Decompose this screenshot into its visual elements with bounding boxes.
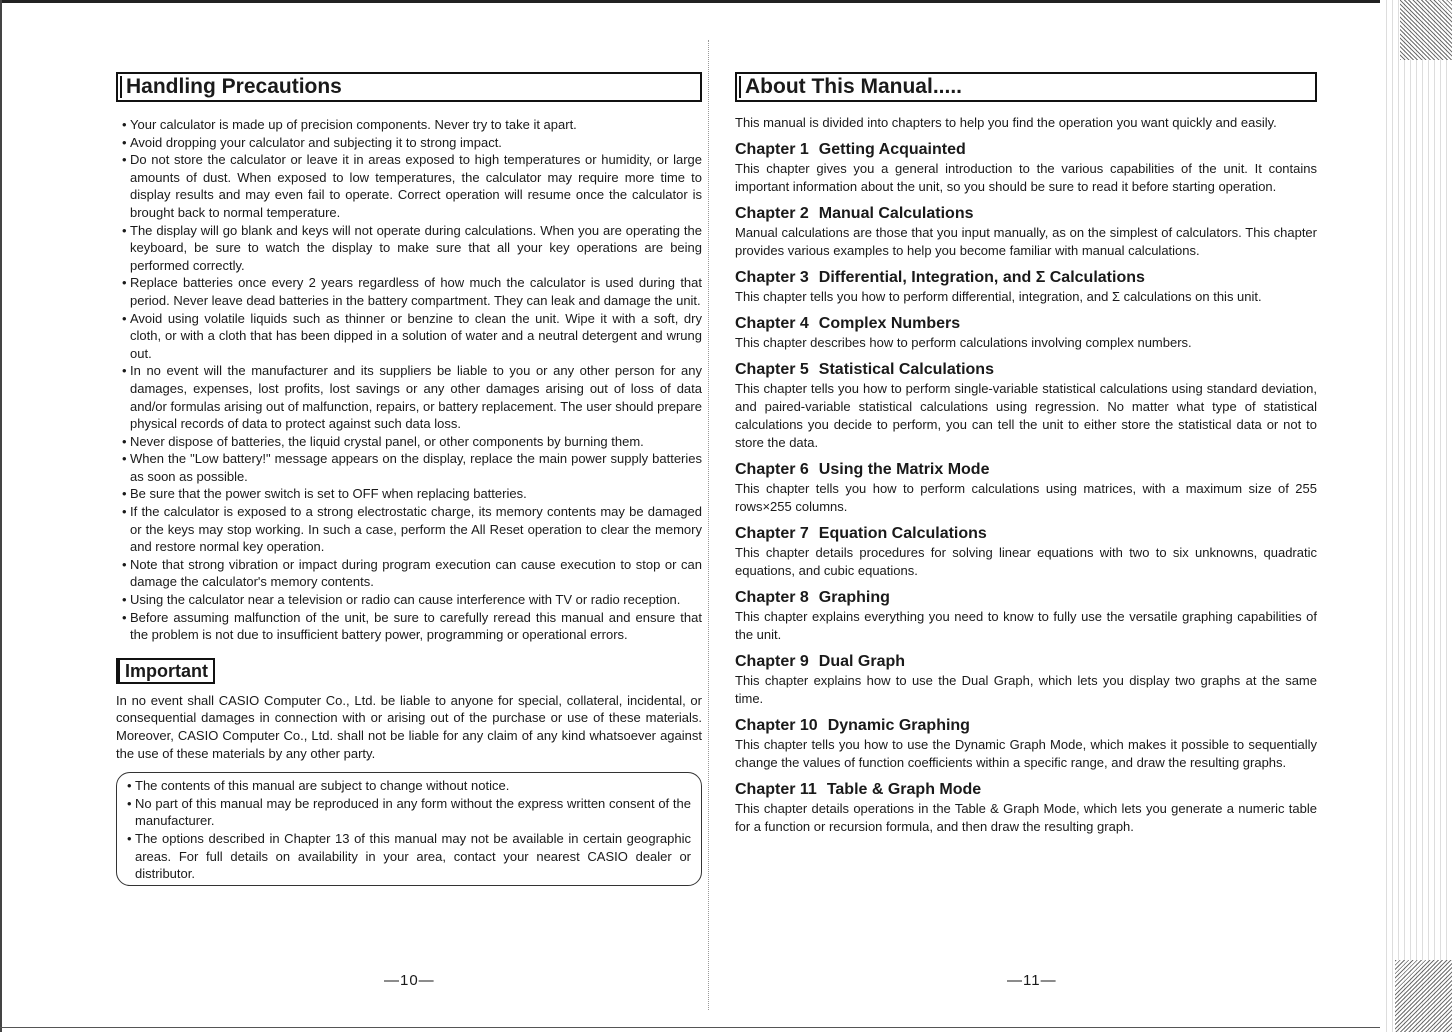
- chapter-heading: [735, 360, 1317, 380]
- page-number-left: —10—: [384, 972, 435, 989]
- precaution-item: • Replace batteries once every 2 years regardless of how much the calculator is used during that period. Never leave dead batteries in the battery compartment. They can leak and damage the unit.: [116, 274, 702, 309]
- page-number-right: —11—: [1007, 972, 1057, 989]
- chapter-entry: [735, 204, 1317, 260]
- chapter-heading: [735, 314, 1317, 334]
- chapter-description: This chapter tells you how to use the Dynamic Graph Mode, which makes it possible to sequentially change the values of function coefficients within a specific range, and draw the resulting graphs.: [735, 737, 1317, 770]
- chapter-description: This chapter tells you how to perform single-variable statistical calculations using standard deviation, and paired-variable statistical calculations using regression. No matter what type of statistical calculations you decide to perform, you can tell the unit to either store the statistical data or not to store the data.: [735, 381, 1317, 450]
- manual-intro: This manual is divided into chapters to help you find the operation you want quickly and easily.: [735, 115, 1277, 130]
- notes-list: [121, 777, 691, 883]
- page-gutter: [708, 40, 709, 1010]
- chapter-number: Chapter 2: [735, 205, 809, 222]
- chapter-number: Chapter 3: [735, 269, 809, 286]
- precautions-list: [116, 116, 702, 644]
- chapter-number: Chapter 4: [735, 315, 809, 332]
- right-page: [735, 72, 1317, 989]
- chapter-number: Chapter 8: [735, 589, 809, 606]
- chapter-heading: [735, 204, 1317, 224]
- handling-precautions-title: Handling Precautions: [116, 72, 702, 102]
- important-text: In no event shall CASIO Computer Co., Ltd. be liable to anyone for special, collateral, incidental, or consequential damages in connection with or arising out of the purchase or use of these materials. Moreover, CASIO Computer Co., Ltd. shall not be liable for any claim of any kind whatsoever against the use of these materials by any other party.: [116, 692, 702, 761]
- note-item: • The contents of this manual are subject to change without notice.: [121, 777, 691, 795]
- note-item: • The options described in Chapter 13 of this manual may not be available in certain geographic areas. For full details on availability in your area, contact your nearest CASIO dealer or distributor.: [121, 830, 691, 883]
- scan-corner-bottom: [1395, 960, 1452, 1032]
- chapter-entry: [735, 716, 1317, 772]
- chapter-description: This chapter tells you how to perform calculations using matrices, with a maximum size of 255 rows×255 columns.: [735, 481, 1317, 514]
- precaution-item: • Never dispose of batteries, the liquid crystal panel, or other components by burning them.: [116, 433, 702, 451]
- important-label: Important: [116, 658, 215, 684]
- precaution-item: • When the "Low battery!" message appears on the display, replace the main power supply batteries as soon as possible.: [116, 450, 702, 485]
- chapter-heading: [735, 780, 1317, 800]
- chapter-title: Statistical Calculations: [818, 361, 994, 378]
- chapter-entry: [735, 460, 1317, 516]
- chapter-description: This chapter gives you a general introduction to the various capabilities of the unit. It contains important information about the unit, so you should be sure to read it before starting operation.: [735, 161, 1317, 194]
- chapter-title: Using the Matrix Mode: [818, 461, 990, 478]
- precaution-item: • Using the calculator near a television or radio can cause interference with TV or radio reception.: [116, 591, 702, 609]
- chapter-entry: [735, 588, 1317, 644]
- about-manual-title: About This Manual.....: [735, 72, 1317, 102]
- chapter-heading: [735, 268, 1317, 288]
- chapter-heading: [735, 140, 1317, 160]
- precaution-item: • If the calculator is exposed to a strong electrostatic charge, its memory contents may be damaged or the keys may stop working. In such a case, perform the All Reset operation to clear the memory and restore normal key operation.: [116, 503, 702, 556]
- chapter-title: Differential, Integration, and Σ Calculations: [818, 269, 1145, 286]
- chapter-number: Chapter 11: [735, 781, 817, 798]
- chapter-title: Dual Graph: [818, 653, 906, 670]
- scan-bottom-edge: [0, 1027, 1380, 1028]
- chapter-entry: [735, 360, 1317, 452]
- chapter-description: This chapter explains how to use the Dual Graph, which lets you display two graphs at the same time.: [735, 673, 1317, 706]
- note-item: • No part of this manual may be reproduced in any form without the express written consent of the manufacturer.: [121, 795, 691, 830]
- chapter-heading: [735, 652, 1317, 672]
- precaution-item: • Your calculator is made up of precision components. Never try to take it apart.: [116, 116, 702, 134]
- chapter-heading: [735, 716, 1317, 736]
- precaution-item: • Avoid dropping your calculator and subjecting it to strong impact.: [116, 134, 702, 152]
- chapter-number: Chapter 10: [735, 717, 818, 734]
- chapter-list: [735, 140, 1317, 836]
- chapter-description: Manual calculations are those that you input manually, as on the simplest of calculators. This chapter provides various examples to help you become familiar with manual calculations.: [735, 225, 1317, 258]
- chapter-description: This chapter explains everything you need to know to fully use the versatile graphing capabilities of the unit.: [735, 609, 1317, 642]
- chapter-heading: [735, 524, 1317, 544]
- left-page: [116, 72, 702, 989]
- chapter-number: Chapter 1: [735, 141, 809, 158]
- chapter-title: Dynamic Graphing: [827, 717, 970, 734]
- chapter-description: This chapter details procedures for solving linear equations with two to six unknowns, quadratic equations, and cubic equations.: [735, 545, 1317, 578]
- scan-top-edge: [0, 0, 1380, 3]
- chapter-title: Table & Graph Mode: [826, 781, 982, 798]
- chapter-title: Complex Numbers: [818, 315, 961, 332]
- chapter-entry: [735, 268, 1317, 306]
- chapter-number: Chapter 5: [735, 361, 809, 378]
- scan-left-edge: [0, 0, 2, 1032]
- chapter-title: Graphing: [818, 589, 890, 606]
- chapter-entry: [735, 314, 1317, 352]
- chapter-heading: [735, 588, 1317, 608]
- notes-box: [116, 772, 702, 886]
- chapter-description: This chapter tells you how to perform differential, integration, and Σ calculations on this unit.: [735, 289, 1262, 304]
- chapter-entry: [735, 652, 1317, 708]
- chapter-title: Manual Calculations: [818, 205, 974, 222]
- precaution-item: • The display will go blank and keys will not operate during calculations. When you are operating the keyboard, be sure to watch the display to make sure that all your key operations are being performed correctly.: [116, 222, 702, 275]
- precaution-item: • Avoid using volatile liquids such as thinner or benzine to clean the unit. Wipe it with a soft, dry cloth, or with a cloth that has been dipped in a solution of water and a neutral detergent and wrung out.: [116, 310, 702, 363]
- chapter-number: Chapter 7: [735, 525, 809, 542]
- chapter-heading: [735, 460, 1317, 480]
- scan-right-edge: [1384, 0, 1452, 1032]
- precaution-item: • Before assuming malfunction of the unit, be sure to carefully reread this manual and ensure that the problem is not due to insufficient battery power, programming or operational errors.: [116, 609, 702, 644]
- scan-corner-top: [1400, 0, 1452, 60]
- chapter-description: This chapter describes how to perform calculations involving complex numbers.: [735, 335, 1192, 350]
- chapter-number: Chapter 6: [735, 461, 809, 478]
- chapter-entry: [735, 780, 1317, 836]
- precaution-item: • In no event will the manufacturer and its suppliers be liable to you or any other person for any damages, expenses, lost profits, lost savings or any other damages arising out of loss of data and/or formulas arising out of malfunction, repairs, or battery replacement. The user should prepare physical records of data to protect against such data loss.: [116, 362, 702, 432]
- chapter-description: This chapter details operations in the Table & Graph Mode, which lets you generate a numeric table for a function or recursion formula, and then draw the resulting graph.: [735, 801, 1317, 834]
- chapter-title: Getting Acquainted: [818, 141, 966, 158]
- precaution-item: • Note that strong vibration or impact during program execution can cause execution to stop or can damage the calculator's memory contents.: [116, 556, 702, 591]
- chapter-entry: [735, 140, 1317, 196]
- chapter-title: Equation Calculations: [818, 525, 987, 542]
- chapter-entry: [735, 524, 1317, 580]
- precaution-item: • Be sure that the power switch is set to OFF when replacing batteries.: [116, 485, 702, 503]
- chapter-number: Chapter 9: [735, 653, 809, 670]
- precaution-item: • Do not store the calculator or leave it in areas exposed to high temperatures or humidity, or large amounts of dust. When exposed to low temperatures, the calculator may require more time to display results and may even fail to operate. Correct operation will resume once the calculator is brought back to normal temperature.: [116, 151, 702, 221]
